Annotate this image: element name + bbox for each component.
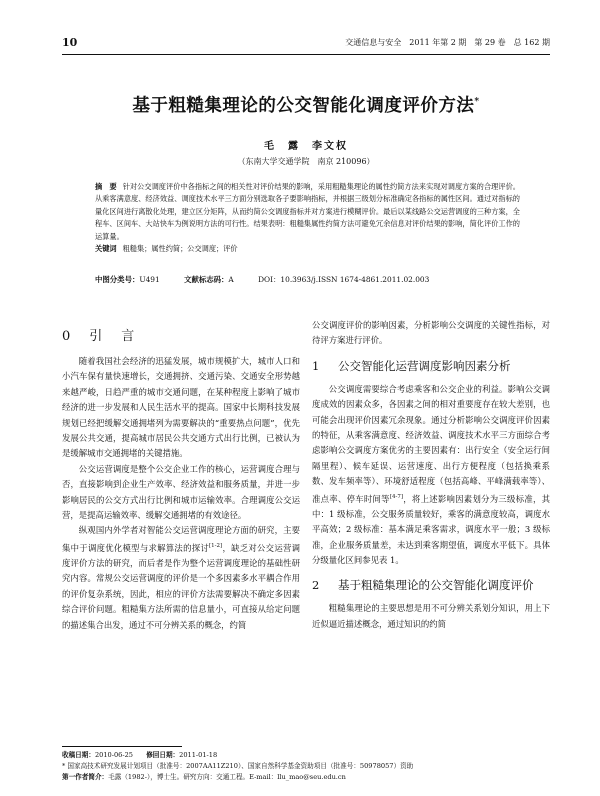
section-1-text: 公交调度需要综合考虑乘客和公交企业的利益。影响公交调度成效的因素众多，各因素之间的相对重要度存在较大差别，也可能会出现评价因素冗余现象。通过分析影响公交调度评价因素的特征，从乘客满意度、经济效益、调度技术水平三方面综合考虑影响公交调度方案优劣的主要因素有：出行安全（安全运行间隔里程）、候车延误、运营速度、出行方便程度（包括换乘系数、发车频率等）、环境舒适程度（包括高峰、平峰满载率等）、准点率、停车时间等 bbox=[312, 383, 550, 504]
footnotes bbox=[62, 750, 550, 783]
page-number: 10 bbox=[62, 36, 78, 49]
intro-p3-text: 纵观国内外学者对智能公交运营调度理论方面的研究，主要集中于调度优化模型与求解算法的探讨 bbox=[62, 525, 300, 553]
bio-text: 毛露（1982-），博士生。研究方向：交通工程。E-mail：llu_mao@seu.edu.cn bbox=[108, 773, 346, 781]
paper-title bbox=[62, 92, 550, 117]
section-1-num: 1 bbox=[312, 358, 320, 373]
section-1-heading bbox=[312, 357, 550, 376]
journal-header: 交通信息与安全 2011 年第 2 期 第 29 卷 总 162 期 bbox=[345, 38, 550, 47]
section-1-title: 公交智能化运营调度影响因素分析 bbox=[338, 358, 511, 373]
section-1-text-cont: ，将上述影响因素划分为三级标准，其中：1 级标准，公交服务质量较好，乘客的满意度较高，调度水平高效；2 级标准：基本满足乘客需求，调度水平一般；3 级标准，企业服务质量差，未达到乘客期望值，调度水平低下。具体分级量化区间参见表 1。 bbox=[312, 493, 551, 566]
revised-label: 修回日期： bbox=[146, 751, 180, 759]
received-label: 收稿日期： bbox=[62, 751, 95, 759]
intro-heading bbox=[62, 325, 300, 344]
classification-meta bbox=[95, 274, 520, 286]
keywords-label: 关键词 bbox=[95, 244, 117, 254]
title-footnote-mark: * bbox=[474, 97, 480, 108]
section-2-num: 2 bbox=[312, 578, 320, 593]
abstract bbox=[95, 181, 520, 255]
clc-label: 中图分类号： bbox=[95, 275, 140, 284]
title-text: 基于粗糙集理论的公交智能化调度评价方法 bbox=[132, 96, 475, 116]
citation-ref: [1-2] bbox=[209, 542, 223, 549]
right-column bbox=[312, 318, 550, 632]
header-rule bbox=[62, 54, 550, 55]
affiliation: （东南大学交通学院 南京 210096） bbox=[237, 157, 375, 166]
funding-note: * 国家高技术研究发展计划项目（批准号：2007AA11Z210）、国家自然科学基金资助项目（批准号：50978057）资助 bbox=[62, 762, 414, 770]
intro-heading-num: 0 bbox=[62, 329, 74, 344]
right-continuation-paragraph: 公交调度评价的影响因素，分析影响公交调度的关键性指标，对待评方案进行评价。 bbox=[312, 320, 550, 346]
keywords: 粗糙集；属性约简；公交调度；评价 bbox=[122, 244, 238, 254]
authors: 毛 露 李文权 bbox=[264, 141, 348, 152]
section-2-heading bbox=[312, 576, 550, 595]
intro-p3-text-cont: ，缺乏对公交运营调度评价方法的研究，而后者是作为整个运营调度理论的基础性研究内容。常规公交运营调度的评价是一个多因素多水平耦合作用的评价复杂系统，因此，相应的评价方法需要解决不确定多因素综合评价问题。粗糙集方法所需的信息量小，可直接从给定问题的描述集合出发，通过不可分辨关系的概念，约简 bbox=[62, 542, 301, 630]
doc-code-label: 文献标志码： bbox=[184, 275, 229, 284]
footnote-rule bbox=[62, 746, 182, 747]
doi: DOI：10.3963/j.ISSN 1674-4861.2011.02.003 bbox=[258, 275, 430, 284]
revised-date: 2011-01-18 bbox=[179, 751, 218, 759]
intro-paragraph-3 bbox=[62, 523, 300, 633]
left-column bbox=[62, 325, 300, 633]
bio-label: 第一作者简介： bbox=[62, 773, 109, 781]
intro-paragraph-2: 公交运营调度是整个公交企业工作的核心，运营调度合理与否，直接影响到企业生产效率、经济效益和服务质量，并进一步影响居民的公交方式出行比例和城市运输效率。合理调度公交运营，是提高运输效率、缓解交通拥堵的有效途径。 bbox=[62, 463, 300, 521]
intro-paragraph-1: 随着我国社会经济的迅猛发展，城市规模扩大，城市人口和小汽车保有量快速增长，交通拥挤、交通污染、交通安全形势越来越严峻，日趋严重的城市交通问题，在某种程度上影响了城市经济的进一步发展和人民生活水平的提高。国家中长期科技发展规划已经把缓解交通拥堵列为需要解决的“重要热点问题”，优先发展公共交通，提高城市居民公共交通方式出行比例，已被认为是缓解城市交通拥堵的关键措施。 bbox=[62, 356, 300, 459]
abstract-text: 针对公交调度评价中各指标之间的相关性对评价结果的影响，采用粗糙集理论的属性约简方法来实现对调度方案的合理评价。从乘客满意度、经济效益、调度技术水平三方面分别选取各子要影响指标，并根据三级划分标准确定各指标的属性区间。通过对指标的量化区间进行离散化处理，建立区分矩阵，从而约简公交调度指标并对方案进行模糊评价。最后以某线路公交运营调度的三种方案，全程车、区间车、大站快车为例说明方法的可行性。结果表明：粗糙集属性约简方法可避免冗余信息对评价结果的影响，简化评价工作的运算量。 bbox=[95, 182, 520, 241]
section-2-title: 基于粗糙集理论的公交智能化调度评价 bbox=[338, 578, 534, 593]
dates-line bbox=[62, 750, 550, 761]
section-2-paragraph: 粗糙集理论的主要思想是用不可分辨关系划分知识，用上下近似逼近描述概念，通过知识的约简 bbox=[312, 603, 550, 629]
clc-code: U491 bbox=[139, 275, 160, 284]
citation-ref: [4-7] bbox=[389, 493, 403, 500]
abstract-label: 摘 要 bbox=[95, 182, 117, 191]
doc-code: A bbox=[228, 275, 234, 284]
author-bio bbox=[62, 772, 550, 783]
section-1-paragraph bbox=[312, 382, 550, 569]
intro-heading-text: 引 言 bbox=[89, 329, 138, 344]
received-date: 2010-06-25 bbox=[94, 751, 133, 759]
